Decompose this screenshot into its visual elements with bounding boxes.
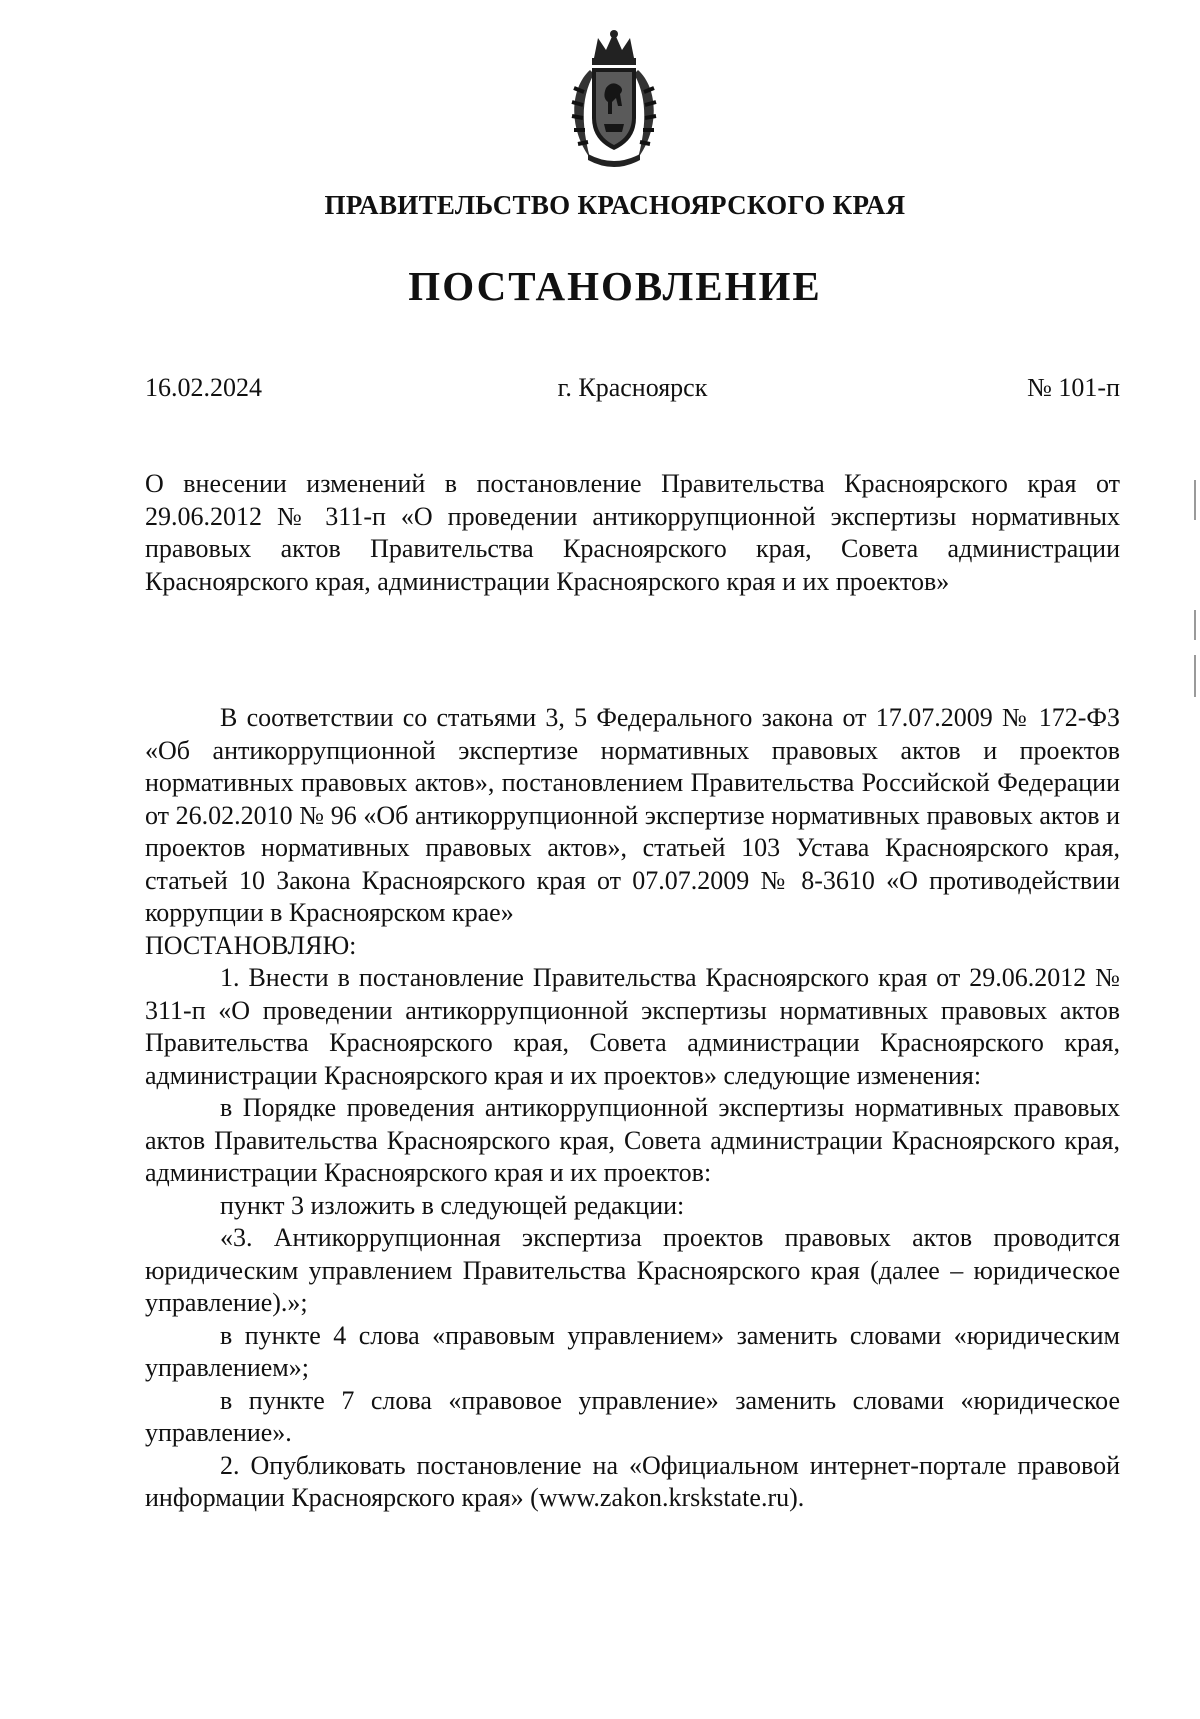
document-type-heading: ПОСТАНОВЛЕНИЕ (408, 263, 822, 309)
document-date: 16.02.2024 (145, 373, 262, 402)
item-1-point-3-text: «3. Антикоррупционная экспертиза проектов правовых актов проводится юридическим управлением Правительства Красноярского края (далее – юридическое управление).»; (145, 1223, 1120, 1317)
item-1-paragraph: 1. Внести в постановление Правительства Красноярского края от 29.06.2012 № 311-п «О проведении антикоррупционной экспертизы нормативных правовых актов Правительства Красноярского края, Совета администрации Красноярского края, администрации Красноярского края и их проектов» следующие изменения: (145, 963, 1120, 1090)
document-meta-row (145, 373, 1120, 409)
item-2-paragraph: 2. Опубликовать постановление на «Официальном интернет-портале правовой информации Красноярского края» (www.zakon.krskstate.ru). (145, 1450, 1120, 1512)
document-number: № 101-п (1027, 373, 1120, 402)
item-1-order-paragraph: в Порядке проведения антикоррупционной экспертизы нормативных правовых актов Правительства Красноярского края, Совета администрации Красноярского края, администрации Красноярского края и их проектов: (145, 1093, 1120, 1187)
government-title: ПРАВИТЕЛЬСТВО КРАСНОЯРСКОГО КРАЯ (324, 190, 906, 220)
coat-of-arms-icon (560, 28, 668, 170)
resolve-word: ПОСТАНОВЛЯЮ: (145, 930, 357, 960)
scan-edge-mark (1194, 480, 1196, 520)
document-body (145, 702, 1120, 1515)
item-1-point-3-paragraph: пункт 3 изложить в следующей редакции: (220, 1190, 685, 1220)
document-city: г. Красноярск (557, 373, 708, 402)
document-subject: О внесении изменений в постановление Правительства Красноярского края от 29.06.2012 № 311-п «О проведении антикоррупционной экспертизы нормативных правовых актов Правительства Красноярского края, Совета администрации Красноярского края, администрации Красноярского края и их проектов» (145, 469, 1120, 596)
item-1-point-4-paragraph: в пункте 4 слова «правовым управлением» заменить словами «юридическим управлением»; (145, 1320, 1120, 1382)
scan-edge-mark (1194, 655, 1196, 697)
item-1-point-7-paragraph: в пункте 7 слова «правовое управление» заменить словами «юридическое управление». (145, 1385, 1120, 1447)
preamble-paragraph: В соответствии со статьями 3, 5 Федерального закона от 17.07.2009 № 172-ФЗ «Об антикоррупционной экспертизе нормативных правовых актов и проектов нормативных правовых актов», постановлением Правительства Российской Федерации от 26.02.2010 № 96 «Об антикоррупционной экспертизе нормативных правовых актов и проектов нормативных правовых актов», статьей 103 Устава Красноярского края, статьей 10 Закона Красноярского края от 07.07.2009 № 8-3610 «О противодействии коррупции в Красноярском крае» (145, 703, 1120, 927)
scan-edge-mark (1194, 610, 1196, 640)
